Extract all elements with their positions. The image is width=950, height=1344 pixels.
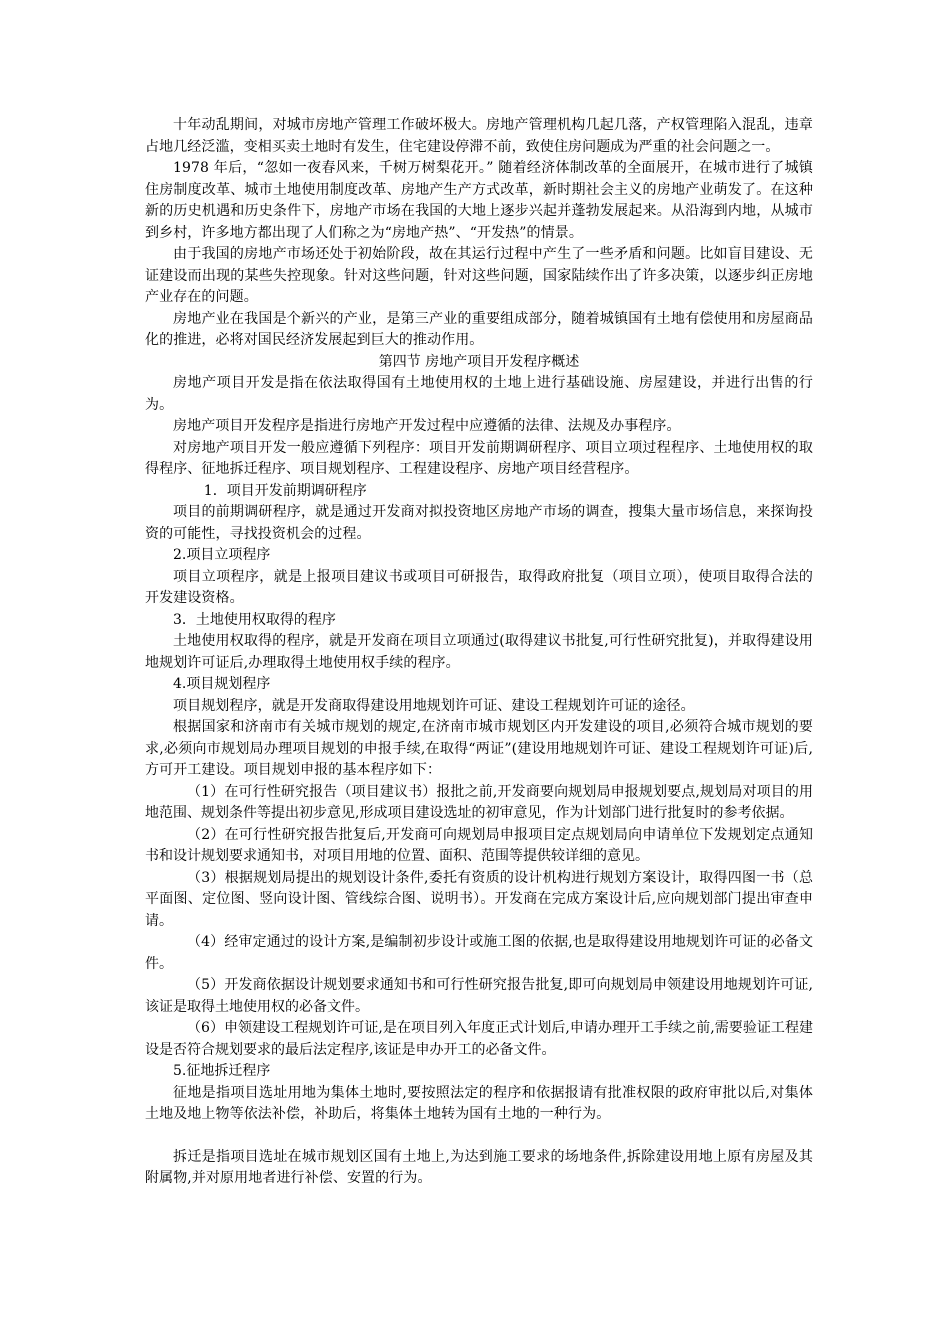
heading-3: 3．土地使用权取得的程序 [173, 611, 336, 628]
intro-paragraph-2: 1978 年后，“忽如一夜春风来，千树万树梨花开。” 随着经济体制改革的全面展开，在城市进行了城镇住房制度改革、城市土地使用制度改革、房地产生产方式改革，新时期社会主义的房地产业萌发了。在这种新的历史机遇和历史条件下，房地产市场在我国的大地上逐步兴起并蓬勃发展起来。从沿海到内地，从城市到乡村，许多地方都出现了人们称之为“房地产热”、“开发热”的情景。 [145, 160, 813, 241]
list-item-5: （5）开发商依据设计规划要求通知书和可行性研究报告批复,即可向规划局申领建设用地规划许可证,该证是取得土地使用权的必备文件。 [145, 977, 813, 1015]
list-item-2: （2）在可行性研究报告批复后,开发商可向规划局申报项目定点规划局向申请单位下发规划定点通知书和设计规划要求通知书，对项目用地的位置、面积、范围等提供较详细的意见。 [145, 826, 813, 864]
section-title: 第四节 房地产项目开发程序概述 [378, 353, 580, 370]
paragraph-4a: 项目规划程序，就是开发商取得建设用地规划许可证、建设工程规划许可证的途径。 [173, 697, 695, 714]
intro-paragraph-1: 十年动乱期间，对城市房地产管理工作破坏极大。房地产管理机构几起几落，产权管理陷入混乱，违章占地几经泛滥，变相买卖土地时有发生，住宅建设停滞不前，致使住房问题成为严重的社会问题之一。 [145, 117, 813, 155]
blank-line [145, 1126, 813, 1147]
intro-paragraph-3: 由于我国的房地产市场还处于初始阶段，故在其运行过程中产生了一些矛盾和问题。比如盲目建设、无证建设而出现的某些失控现象。针对这些问题，针对这些问题，国家陆续作出了许多决策，以逐步纠正房地产业存在的问题。 [145, 246, 813, 305]
section-paragraph-2: 房地产项目开发程序是指进行房地产开发过程中应遵循的法律、法规及办事程序。 [173, 418, 681, 434]
list-item-1: （1）在可行性研究报告（项目建议书）报批之前,开发商要向规划局申报规划要点,规划局对项目的用地范围、规划条件等提出初步意见,形成项目建设选址的初审意见，作为计划部门进行批复时的参考依据。 [145, 783, 813, 821]
document-page [145, 115, 813, 1190]
heading-2: 2.项目立项程序 [173, 547, 271, 563]
intro-paragraph-4: 房地产业在我国是个新兴的产业，是第三产业的重要组成部分，随着城镇国有土地有偿使用和房屋商品化的推进，必将对国民经济发展起到巨大的推动作用。 [145, 310, 813, 348]
section-paragraph-3: 对房地产项目开发一般应遵循下列程序：项目开发前期调研程序、项目立项过程程序、土地使用权的取得程序、征地拆迁程序、项目规划程序、工程建设程序、房地产项目经营程序。 [145, 439, 813, 477]
section-paragraph-1: 房地产项目开发是指在依法取得国有土地使用权的土地上进行基础设施、房屋建设，并进行出售的行为。 [145, 375, 813, 413]
paragraph-2: 项目立项程序，就是上报项目建议书或项目可研报告，取得政府批复（项目立项），使项目取得合法的开发建设资格。 [145, 568, 813, 606]
paragraph-5b: 拆迁是指项目选址在城市规划区国有土地上,为达到施工要求的场地条件,拆除建设用地上原有房屋及其附属物,并对原用地者进行补偿、安置的行为。 [145, 1148, 813, 1186]
heading-1: 1．项目开发前期调研程序 [203, 482, 367, 499]
list-item-3: （3）根据规划局提出的规划设计条件,委托有资质的设计机构进行规划方案设计，取得四图一书（总平面图、定位图、竖向设计图、管线综合图、说明书）。开发商在完成方案设计后,应向规划部门提出审查申请。 [145, 869, 813, 929]
list-item-4: （4）经审定通过的设计方案,是编制初步设计或施工图的依据,也是取得建设用地规划许可证的必备文件。 [145, 934, 813, 972]
paragraph-5a: 征地是指项目选址用地为集体土地时,要按照法定的程序和依据报请有批准权限的政府审批以后,对集体土地及地上物等依法补偿，补助后，将集体土地转为国有土地的一种行为。 [145, 1084, 813, 1122]
list-item-6: （6）申领建设工程规划许可证,是在项目列入年度正式计划后,申请办理开工手续之前,需要验证工程建设是否符合规划要求的最后法定程序,该证是申办开工的必备文件。 [145, 1020, 813, 1058]
heading-5: 5.征地拆迁程序 [173, 1063, 271, 1079]
paragraph-4b: 根据国家和济南市有关城市规划的规定,在济南市城市规划区内开发建设的项目,必须符合城市规划的要求,必须向市规划局办理项目规划的申报手续,在取得“两证”(建设用地规划许可证、建设工程规划许可证)后,方可开工建设。项目规划申报的基本程序如下： [145, 719, 813, 778]
paragraph-1: 项目的前期调研程序，就是通过开发商对拟投资地区房地产市场的调查，搜集大量市场信息，来探询投资的可能性，寻找投资机会的过程。 [145, 504, 813, 542]
paragraph-3: 土地使用权取得的程序，就是开发商在项目立项通过(取得建议书批复,可行性研究批复)，并取得建设用地规划许可证后,办理取得土地使用权手续的程序。 [145, 633, 813, 671]
heading-4: 4.项目规划程序 [173, 676, 271, 692]
